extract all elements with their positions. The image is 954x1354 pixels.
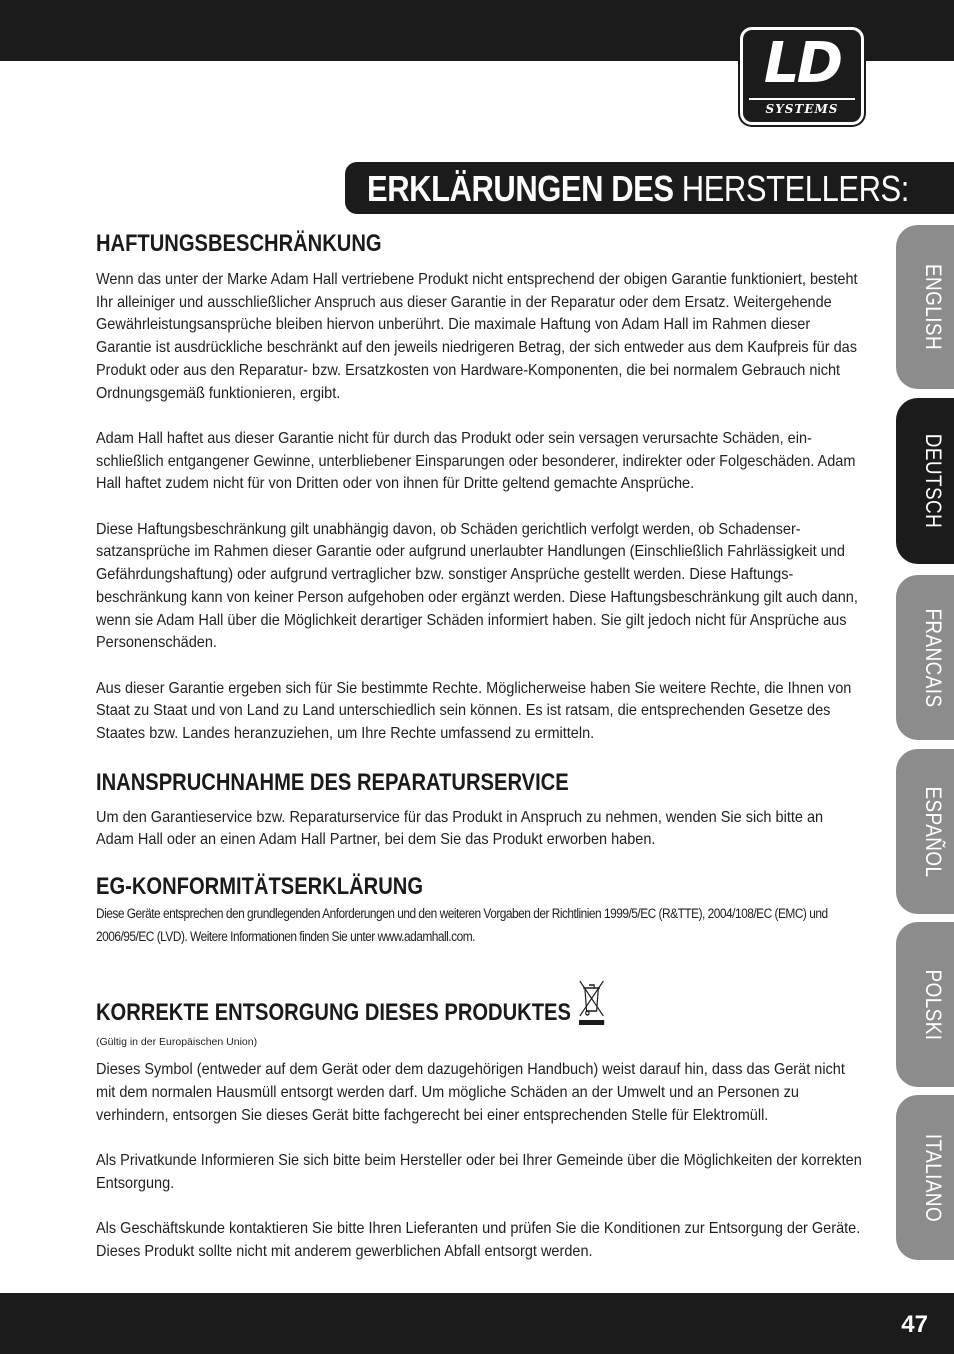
page-title-regular: HERSTELLERS: bbox=[673, 168, 909, 209]
logo-subtitle: SYSTEMS bbox=[749, 98, 855, 118]
disposal-heading-regular: DIESES PRODUKTES bbox=[359, 999, 571, 1027]
disposal-paragraph-2: Als Privatkunde Informieren Sie sich bitte beim Hersteller oder bei Ihrer Gemeinde über die Möglichkeiten der korrekten Entsorgung. bbox=[96, 1151, 862, 1192]
tab-francais[interactable] bbox=[896, 575, 954, 740]
tab-italiano-label: ITALIANO bbox=[921, 1133, 946, 1222]
bottom-bar bbox=[0, 1293, 954, 1354]
tab-english-label: ENGLISH bbox=[921, 263, 946, 351]
crossed-out-wheelie-bin-icon bbox=[578, 976, 607, 1035]
conformity-heading-regular: ERKLÄRUNG bbox=[294, 873, 424, 901]
main-content bbox=[96, 228, 862, 1263]
liability-heading-regular: BESCHRÄNKUNG bbox=[207, 230, 382, 257]
page-number: 47 bbox=[901, 1311, 928, 1338]
tab-deutsch-label: DEUTSCH bbox=[921, 433, 946, 529]
tab-espanol-label: ESPAÑOL bbox=[921, 786, 946, 877]
conformity-heading bbox=[96, 871, 739, 903]
liability-paragraph-4: Aus dieser Garantie ergeben sich für Sie bestimmte Rechte. Möglicherweise haben Sie weitere Rechte, die Ihnen von Staat zu Staat und von Land zu Land unterschiedlich sein können. Es ist ratsam, die entsprechenden Gesetze des Staates bzw. Landes heranzuziehen, um Ihre Rechte umfassend zu ermitteln. bbox=[96, 679, 852, 743]
repair-paragraph: Um den Garantieservice bzw. Reparaturservice für das Produkt in Anspruch zu nehmen, wenden Sie sich bitte an Adam Hall oder an einen Adam Hall Partner, bei dem Sie das Produkt erworben haben. bbox=[96, 808, 824, 849]
repair-heading bbox=[96, 767, 739, 799]
disposal-heading-bold: KORREKTE ENTSORGUNG bbox=[96, 999, 360, 1027]
tab-deutsch[interactable] bbox=[896, 398, 954, 564]
page-title-bold: ERKLÄRUNGEN DES bbox=[367, 168, 674, 209]
liability-heading bbox=[96, 228, 739, 260]
title-banner bbox=[345, 162, 954, 214]
tab-english[interactable] bbox=[896, 225, 954, 389]
tab-italiano[interactable] bbox=[896, 1095, 954, 1260]
ld-systems-logo bbox=[740, 27, 864, 125]
logo-mark: LD bbox=[763, 31, 841, 96]
conformity-paragraph: Diese Geräte entsprechen den grundlegenden Anforderungen und den weiteren Vorgaben der Richtlinien 1999/5/EC (R&TTE), 2004/108/EC (EMC) und 2006/95/EC (LVD). Weitere Informationen finden Sie unter www.adamhall.com. bbox=[96, 906, 828, 945]
liability-paragraph-1: Wenn das unter der Marke Adam Hall vertriebene Produkt nicht entsprechend der obigen Garantie funktioniert, besteht Ihr alleiniger und ausschließlicher Anspruch aus dieser Garantie in der Reparatur oder dem Ersatz. Weitergehende Gewährleistungsansprüche bleiben hiervon unberührt. Die maximale Haftung von Adam Hall im Rahmen dieser Garantie ist ausdrückliche beschränkt auf den jeweils niedrigeren Betrag, der sich entweder aus dem Kaufpreis für das Produkt oder aus den Reparatur- bzw. Ersatzkosten von Hardware-Komponenten, die bei normalem Gebrauch nicht Ordnungsgemäß funktionieren, ergibt. bbox=[96, 271, 858, 402]
conformity-heading-bold: EG-KONFORMITÄTS bbox=[96, 873, 295, 901]
liability-paragraph-2: Adam Hall haftet aus dieser Garantie nicht für durch das Produkt oder sein versagen verursachte Schäden, ein-schließlich entgangener Gewinne, unterbliebener Einsparungen oder besonderer, indirekter oder Folgeschäden. Adam Hall haftet zudem nicht für von Dritten oder von ihnen für Dritte geltend gemachte Ansprüche. bbox=[96, 429, 856, 493]
tab-francais-label: FRANCAIS bbox=[921, 607, 946, 708]
disposal-note: (Gültig in der Europäischen Union) bbox=[96, 1036, 258, 1049]
disposal-paragraph-1: Dieses Symbol (entweder auf dem Gerät oder dem dazugehörigen Handbuch) weist darauf hin, dass das Gerät nicht mit dem normalen Hausmüll entsorgt werden darf. Um mögliche Schäden an der Umwelt und an Personen zu verhindern, entsorgen Sie dieses Gerät bitte fachgerecht bei einer entsprechenden Stelle für Elektromüll. bbox=[96, 1061, 845, 1124]
tab-polski-label: POLSKI bbox=[921, 969, 946, 1040]
disposal-paragraph-3: Als Geschäftskunde kontaktieren Sie bitte Ihren Lieferanten und prüfen Sie die Konditionen zur Entsorgung der Geräte. Dieses Produkt sollte nicht mit anderem gewerblichen Abfall entsorgt werden. bbox=[96, 1220, 861, 1260]
repair-heading-bold: REPARATURSERVICE bbox=[356, 768, 569, 796]
repair-heading-regular: INANSPRUCHNAHME DES bbox=[96, 768, 357, 796]
tab-espanol[interactable] bbox=[896, 749, 954, 914]
liability-heading-bold: HAFTUNGS bbox=[96, 230, 208, 257]
disposal-heading bbox=[96, 976, 739, 1035]
page-title bbox=[367, 167, 909, 211]
liability-paragraph-3: Diese Haftungsbeschränkung gilt unabhängig davon, ob Schäden gerichtlich verfolgt werden, ob Schadenser-satzansprüche im Rahmen dieser Garantie oder aufgrund unerlaubter Handlungen (Einschließlich Fahrlässigkeit und Gefährdungshaftung) oder aufgrund vertraglicher bzw. sonstiger Ansprüche gestellt werden. Diese Haftungs-beschränkung kann von keiner Person aufgehoben oder ergänzt werden. Diese Haftungsbeschränkung gilt auch dann, wenn sie Adam Hall über die Möglichkeit derartiger Schäden informiert haben. Sie gilt jedoch nicht für Ansprüche aus Personenschäden. bbox=[96, 520, 858, 652]
tab-polski[interactable] bbox=[896, 922, 954, 1087]
